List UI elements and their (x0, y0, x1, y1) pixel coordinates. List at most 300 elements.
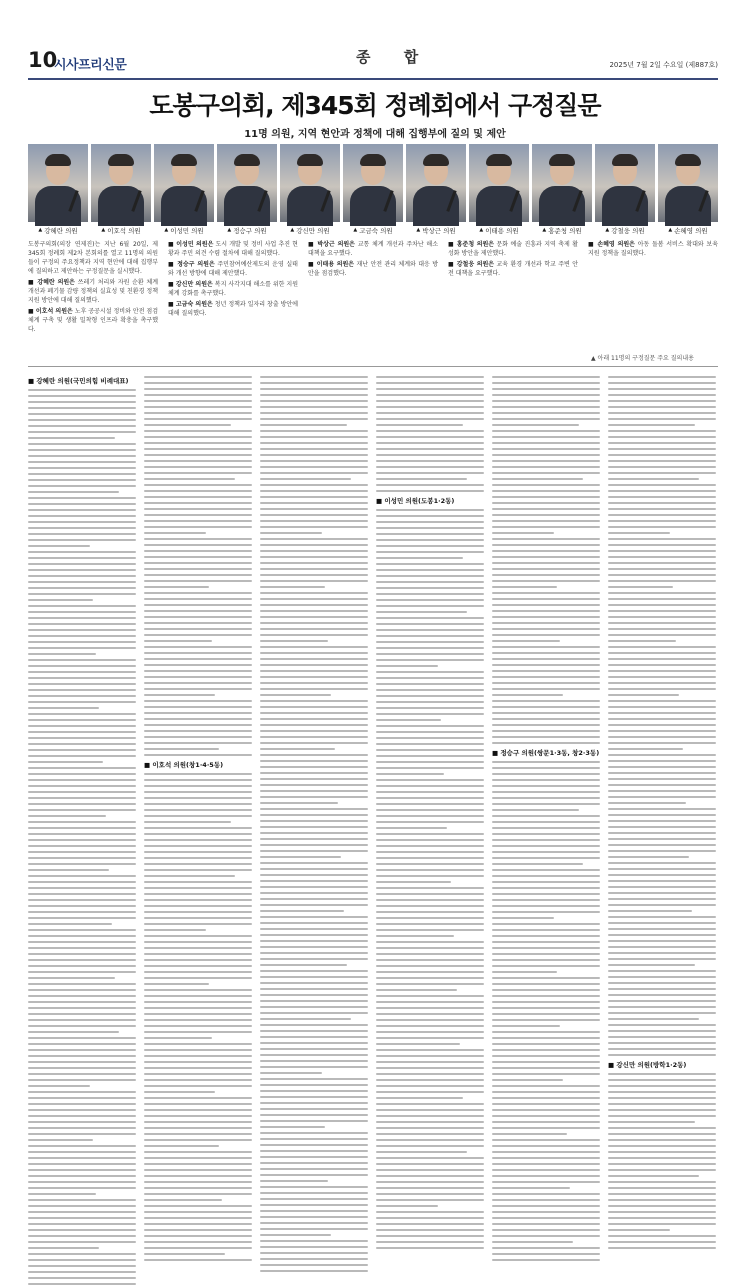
text-line (376, 995, 484, 997)
text-line (144, 718, 252, 720)
text-line (492, 803, 600, 805)
text-line (260, 1024, 368, 1026)
text-line (376, 406, 484, 408)
text-line (376, 773, 444, 775)
text-line (492, 935, 600, 937)
text-line (492, 568, 600, 570)
text-line (260, 844, 368, 846)
text-line (260, 694, 331, 696)
text-line (376, 376, 484, 378)
text-line (28, 551, 136, 553)
text-line (28, 629, 136, 631)
text-line (28, 785, 136, 787)
text-line (144, 995, 252, 997)
text-line (608, 1115, 716, 1117)
text-line (260, 406, 368, 408)
text-line (492, 436, 600, 438)
text-line (260, 1012, 368, 1014)
text-line (260, 472, 368, 474)
text-line (260, 550, 368, 552)
text-line (492, 382, 600, 384)
text-line (144, 815, 252, 817)
text-line (376, 1007, 484, 1009)
text-line (608, 874, 716, 876)
text-line (376, 382, 484, 384)
text-line (492, 947, 600, 949)
text-line (492, 598, 600, 600)
text-line (376, 743, 484, 745)
text-line (608, 400, 716, 402)
text-line (376, 749, 484, 751)
text-line (144, 1187, 252, 1189)
text-line (260, 1216, 368, 1218)
text-line (492, 839, 600, 841)
text-line (144, 1037, 212, 1039)
text-line (260, 1222, 368, 1224)
text-line (608, 994, 716, 996)
text-line (492, 418, 600, 420)
text-line (260, 742, 368, 744)
text-line (260, 640, 328, 642)
text-line (260, 532, 322, 534)
text-line (144, 1163, 252, 1165)
member-caption (217, 224, 277, 236)
text-line (608, 664, 716, 666)
text-line (376, 911, 484, 913)
text-line (28, 1235, 136, 1237)
text-line (608, 1211, 716, 1213)
text-line (144, 1229, 252, 1231)
text-line (492, 604, 600, 606)
text-line (260, 1186, 368, 1188)
text-line (376, 719, 441, 721)
text-line (144, 875, 235, 877)
text-line (492, 736, 600, 738)
text-line (28, 413, 136, 415)
text-line (492, 791, 600, 793)
text-line (28, 605, 136, 607)
text-line (608, 514, 716, 516)
text-line (376, 1199, 484, 1201)
member-caption-text: 손혜영 의원 (674, 226, 708, 235)
text-line (376, 1133, 484, 1135)
text-line (144, 586, 209, 588)
text-line (28, 845, 136, 847)
text-line (376, 466, 484, 468)
text-line (608, 532, 670, 534)
text-line (28, 437, 115, 439)
section-heading: ■ 강혜란 의원(국민의힘 비례대표) (28, 377, 129, 385)
text-line (260, 982, 368, 984)
text-line (608, 472, 716, 474)
text-line (260, 442, 368, 444)
text-line (492, 658, 600, 660)
summary-item-name: ■ 홍준청 의원은 (448, 241, 495, 248)
text-line (260, 514, 368, 516)
text-line (608, 922, 716, 924)
text-line (376, 713, 484, 715)
text-line (144, 1259, 252, 1261)
text-line (144, 1007, 252, 1009)
summary-item (168, 240, 298, 258)
summary-item-text: 교통 체계 개선과 주차난 해소 대책을 요구했다. (308, 241, 439, 257)
text-line (608, 520, 716, 522)
text-line (144, 598, 252, 600)
text-line (260, 382, 368, 384)
text-line (260, 766, 368, 768)
text-line (28, 719, 136, 721)
text-line (376, 509, 484, 511)
text-line (376, 629, 484, 631)
text-line (28, 677, 136, 679)
photo-credit: ▲ 아래 11명의 구정질문 주요 질의내용 (591, 355, 694, 362)
text-line (492, 881, 600, 883)
text-line (608, 448, 716, 450)
paragraph-lines (144, 773, 252, 1261)
text-line (492, 965, 600, 967)
text-line (608, 736, 716, 738)
text-line (28, 1157, 136, 1159)
text-line (144, 881, 252, 883)
summary-item (448, 240, 578, 258)
text-line (376, 515, 484, 517)
text-line (260, 880, 368, 882)
triangle-marker-icon: ▲ (605, 227, 610, 233)
text-line (492, 694, 563, 696)
text-line (260, 1084, 368, 1086)
member-caption-text: 강혜란 의원 (44, 226, 78, 235)
text-line (28, 401, 136, 403)
member-caption (154, 224, 214, 236)
text-line (492, 646, 600, 648)
text-line (260, 586, 325, 588)
text-line (144, 508, 252, 510)
text-line (376, 881, 451, 883)
text-line (492, 478, 583, 480)
text-line (28, 797, 136, 799)
text-line (260, 502, 368, 504)
text-line (492, 923, 600, 925)
text-line (492, 616, 600, 618)
section-heading: ■ 강신만 의원(방학1·2동) (608, 1061, 687, 1069)
text-line (608, 1018, 699, 1020)
text-line (260, 712, 368, 714)
text-line (376, 1079, 484, 1081)
text-line (608, 1109, 716, 1111)
text-line (376, 617, 484, 619)
text-line (376, 472, 484, 474)
text-line (260, 604, 368, 606)
text-line (608, 622, 716, 624)
text-line (260, 958, 368, 960)
text-line (144, 748, 219, 750)
text-line (144, 923, 252, 925)
text-line (608, 424, 695, 426)
text-line (492, 1109, 600, 1111)
paragraph-lines (28, 389, 136, 1285)
text-line (376, 731, 484, 733)
text-line (608, 928, 716, 930)
text-line (376, 1145, 484, 1147)
text-line (608, 1103, 716, 1105)
text-line (376, 1157, 484, 1159)
member-caption (469, 224, 529, 236)
text-line (260, 904, 368, 906)
text-line (492, 797, 600, 799)
text-line (492, 893, 600, 895)
text-line (608, 766, 716, 768)
text-line (492, 388, 600, 390)
text-line (608, 1036, 716, 1038)
text-line (144, 773, 252, 775)
section-heading: ■ 이호석 의원(창1·4·5동) (144, 761, 224, 769)
subheadline: 11명 의원, 지역 현안과 정책에 대해 집행부에 질의 및 제안 (244, 129, 506, 140)
text-line (608, 850, 716, 852)
text-line (376, 593, 484, 595)
text-line (260, 520, 368, 522)
text-line (608, 568, 716, 570)
text-line (608, 1079, 716, 1081)
text-line (492, 1247, 600, 1249)
text-line (260, 664, 368, 666)
summary-item (28, 307, 158, 334)
summary-column-1 (28, 240, 158, 362)
text-line (144, 959, 252, 961)
text-line (28, 947, 136, 949)
text-line (492, 833, 600, 835)
text-line (28, 851, 136, 853)
text-line (492, 1253, 600, 1255)
text-line (492, 995, 600, 997)
summary-item-name: ■ 박상근 의원은 (308, 241, 355, 248)
text-line (144, 833, 252, 835)
paragraph-lines (492, 761, 600, 1261)
text-line (28, 1067, 136, 1069)
text-line (608, 934, 716, 936)
text-line (144, 724, 252, 726)
text-line (492, 971, 557, 973)
summary-item (168, 280, 298, 298)
text-line (608, 580, 716, 582)
text-line (28, 809, 136, 811)
text-line (28, 563, 136, 565)
text-line (608, 1151, 716, 1153)
text-line (144, 971, 252, 973)
paragraph-lines (492, 376, 600, 744)
text-line (492, 959, 600, 961)
text-line (144, 490, 252, 492)
text-line (260, 622, 368, 624)
text-line (144, 947, 252, 949)
text-line (144, 1103, 252, 1105)
text-line (28, 839, 136, 841)
text-line (376, 424, 463, 426)
text-line (608, 796, 716, 798)
text-line (376, 448, 484, 450)
text-line (376, 863, 484, 865)
text-line (260, 1204, 368, 1206)
detail-column-1 (28, 372, 136, 1008)
text-line (28, 665, 136, 667)
summary-item-name: ■ 손혜영 의원은 (588, 241, 635, 248)
text-line (608, 388, 716, 390)
member-photo (469, 144, 529, 222)
text-line (260, 898, 368, 900)
text-line (260, 706, 368, 708)
text-line (492, 1187, 570, 1189)
text-line (608, 484, 716, 486)
text-line (260, 628, 368, 630)
text-line (492, 442, 600, 444)
text-line (28, 971, 136, 973)
text-line (492, 454, 600, 456)
text-line (144, 568, 252, 570)
text-line (608, 790, 716, 792)
text-line (376, 400, 484, 402)
text-line (492, 514, 600, 516)
text-line (492, 592, 600, 594)
summary-column-3 (308, 240, 438, 362)
summary-item (588, 240, 718, 258)
text-line (28, 1259, 136, 1261)
text-line (260, 1246, 368, 1248)
text-line (376, 1163, 484, 1165)
text-line (492, 412, 600, 414)
text-line (260, 1018, 351, 1020)
text-line (28, 737, 136, 739)
text-line (28, 1241, 136, 1243)
text-line (144, 1235, 252, 1237)
text-line (376, 971, 484, 973)
text-line (260, 934, 368, 936)
text-line (144, 1061, 252, 1063)
text-line (260, 574, 368, 576)
text-line (608, 1217, 716, 1219)
text-line (492, 1061, 600, 1063)
text-line (492, 857, 600, 859)
text-line (492, 1001, 600, 1003)
text-line (492, 460, 600, 462)
text-line (144, 887, 252, 889)
text-line (608, 1247, 716, 1249)
text-line (260, 682, 368, 684)
text-line (28, 695, 136, 697)
text-line (28, 995, 136, 997)
text-line (260, 1060, 368, 1062)
text-line (608, 1054, 716, 1056)
text-line (376, 521, 484, 523)
text-line (492, 779, 600, 781)
text-line (28, 1181, 136, 1183)
text-line (608, 832, 716, 834)
text-line (376, 412, 484, 414)
text-line (492, 466, 600, 468)
text-line (492, 911, 600, 913)
text-line (376, 605, 484, 607)
text-line (608, 628, 716, 630)
text-line (608, 598, 716, 600)
text-line (376, 797, 484, 799)
text-line (492, 875, 600, 877)
text-line (492, 1073, 600, 1075)
text-line (376, 683, 484, 685)
text-line (144, 1013, 252, 1015)
text-line (28, 953, 136, 955)
text-line (28, 1079, 136, 1081)
text-line (28, 827, 136, 829)
text-line (28, 509, 136, 511)
text-line (608, 1175, 699, 1177)
text-line (608, 1048, 716, 1050)
text-line (376, 599, 484, 601)
paragraph-lines (260, 376, 368, 1272)
member-caption (28, 224, 88, 236)
text-line (144, 779, 252, 781)
text-line (376, 1169, 484, 1171)
text-line (260, 1150, 368, 1152)
text-line (492, 1115, 600, 1117)
text-line (260, 1048, 368, 1050)
text-line (144, 394, 252, 396)
text-line (260, 736, 368, 738)
text-line (28, 1055, 136, 1057)
text-line (28, 983, 136, 985)
detail-column-3 (260, 372, 368, 1008)
text-line (608, 382, 716, 384)
text-line (260, 754, 368, 756)
text-line (492, 767, 600, 769)
text-line (608, 1139, 716, 1141)
text-line (144, 1169, 252, 1171)
member-photo (28, 144, 88, 222)
text-line (144, 791, 252, 793)
text-line (376, 917, 484, 919)
text-line (28, 923, 112, 925)
text-line (28, 1247, 99, 1249)
text-line (144, 1019, 252, 1021)
summary-column-2 (168, 240, 298, 362)
text-line (492, 496, 600, 498)
text-line (608, 700, 716, 702)
triangle-marker-icon: ▲ (101, 227, 106, 233)
text-line (608, 490, 716, 492)
text-line (144, 1127, 252, 1129)
text-line (376, 611, 467, 613)
text-line (608, 526, 716, 528)
text-line (144, 418, 252, 420)
text-line (492, 730, 600, 732)
text-line (144, 562, 252, 564)
text-line (28, 887, 136, 889)
text-line (376, 1103, 484, 1105)
triangle-marker-icon: ▲ (38, 227, 43, 233)
member-caption-text: 박상근 의원 (422, 226, 456, 235)
text-line (608, 604, 716, 606)
text-line (376, 539, 484, 541)
text-line (376, 1187, 484, 1189)
summary-item (28, 278, 158, 305)
text-line (144, 622, 252, 624)
text-line (144, 700, 252, 702)
text-line (376, 965, 484, 967)
text-line (260, 508, 368, 510)
text-line (492, 550, 600, 552)
text-line (144, 1217, 252, 1219)
text-line (28, 1223, 136, 1225)
issue-date: 2025년 7월 2일 수요일 (제887호) (609, 61, 718, 69)
text-line (144, 989, 252, 991)
member-caption-text: 이성민 의원 (170, 226, 204, 235)
